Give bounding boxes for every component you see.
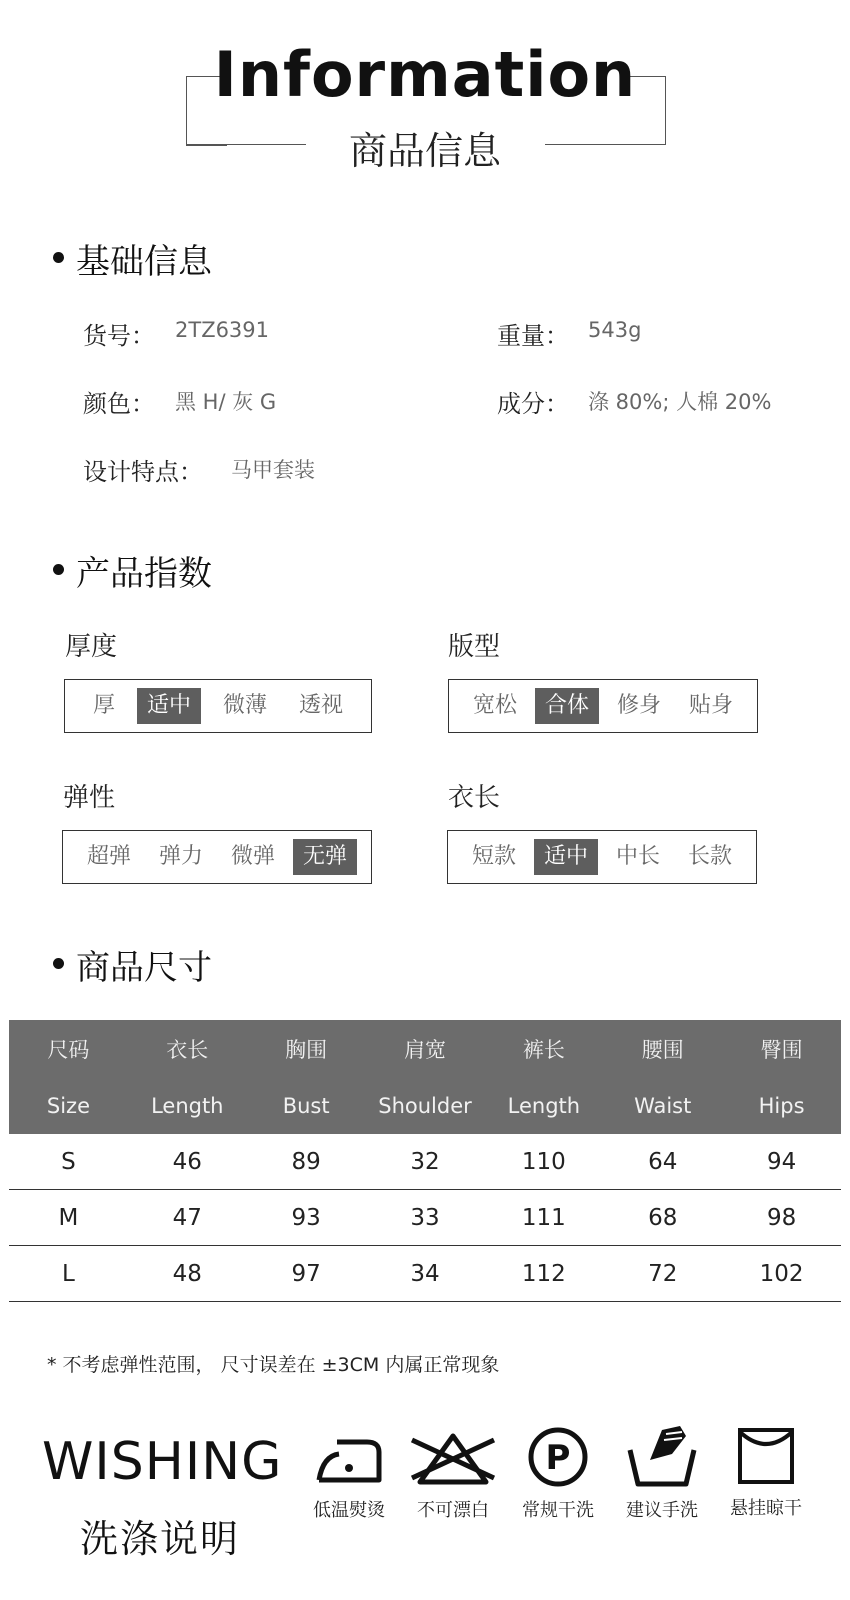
table-cell: 34 [410, 1260, 440, 1287]
column-header: 尺码 [47, 1037, 90, 1062]
index-option: 修身 [616, 693, 661, 718]
no-bleach-icon [408, 1430, 498, 1490]
design-value: 马甲套装 [231, 458, 315, 482]
care-label: 不可漂白 [417, 1500, 489, 1521]
page-title: Information [213, 38, 637, 111]
care-item-bleach [398, 1430, 508, 1522]
table-cell: 98 [766, 1204, 797, 1231]
column-header: Waist [634, 1093, 692, 1118]
table-cell: 32 [410, 1148, 440, 1175]
care-item-hangdry [711, 1426, 821, 1520]
size-note: * 不考虑弹性范围， 尺寸误差在 ±3CM 内属正常现象 [47, 1354, 500, 1376]
table-row [9, 1190, 841, 1246]
index-option: 透视 [298, 693, 343, 718]
washing-title-cn: 洗涤说明 [80, 1517, 241, 1561]
column-header: 裤长 [522, 1037, 565, 1062]
care-item-iron [294, 1430, 404, 1522]
item-no-value: 2TZ6391 [175, 318, 270, 342]
table-cell: 94 [766, 1148, 797, 1175]
composition-value: 涤 80%; 人棉 20% [588, 390, 772, 414]
table-header-row-en [9, 1077, 841, 1134]
column-header: Bust [282, 1093, 330, 1118]
dry-clean-p-icon [523, 1424, 593, 1490]
table-header-row-cn [9, 1020, 841, 1077]
care-item-dryclean [503, 1424, 613, 1522]
table-cell: 111 [521, 1204, 566, 1231]
index-thickness-box [64, 679, 372, 733]
column-header: 衣长 [166, 1037, 209, 1062]
column-header: Length [507, 1093, 581, 1118]
column-header: Length [151, 1093, 224, 1118]
index-fit-box [448, 679, 758, 733]
index-title-length: 衣长 [448, 783, 501, 813]
column-header: 腰围 [641, 1037, 684, 1062]
care-item-handwash [607, 1420, 717, 1522]
washing-title-en: WISHING [42, 1432, 283, 1492]
column-header: Size [46, 1093, 90, 1118]
weight-value: 543g [588, 318, 642, 342]
svg-text:P: P [545, 1438, 571, 1478]
index-title-thickness: 厚度 [65, 632, 118, 662]
index-elasticity-box [62, 830, 372, 884]
column-header: 肩宽 [404, 1037, 446, 1062]
table-header [9, 1020, 841, 1134]
table-cell: L [62, 1260, 75, 1287]
care-label: 低温熨烫 [313, 1500, 385, 1521]
column-header: Hips [758, 1093, 805, 1118]
index-option: 厚 [92, 693, 115, 718]
hang-dry-shade-icon [736, 1426, 796, 1488]
index-title-fit: 版型 [448, 632, 501, 662]
section-heading-basic-info: 基础信息 [76, 242, 212, 282]
index-title-elasticity: 弹性 [63, 783, 116, 813]
table-row [9, 1134, 841, 1190]
table-cell: 102 [759, 1260, 804, 1287]
table-cell: 46 [172, 1148, 202, 1175]
composition-label: 成分： [497, 390, 569, 418]
color-label: 颜色： [83, 390, 155, 418]
index-option: 短款 [471, 844, 516, 869]
index-option-selected: 适中 [534, 839, 598, 875]
index-option-selected: 无弹 [293, 839, 357, 875]
table-cell: M [58, 1204, 79, 1231]
section-heading-product-index: 产品指数 [76, 554, 212, 594]
index-option-selected: 合体 [535, 688, 599, 724]
table-cell: 33 [410, 1204, 440, 1231]
table-cell: 112 [521, 1260, 566, 1287]
design-label: 设计特点： [83, 458, 203, 486]
index-option-selected: 适中 [137, 688, 201, 724]
table-cell: 72 [648, 1260, 678, 1287]
size-table [9, 1020, 841, 1302]
care-label: 悬挂晾干 [730, 1498, 802, 1519]
care-label: 建议手洗 [626, 1500, 698, 1521]
index-option: 中长 [615, 844, 660, 869]
weight-label: 重量： [497, 322, 569, 350]
table-cell: 110 [521, 1148, 566, 1175]
table-row [9, 1246, 841, 1302]
table-cell: 68 [648, 1204, 678, 1231]
table-cell: S [61, 1148, 76, 1175]
bullet-icon [53, 958, 64, 969]
item-no-label: 货号： [83, 322, 155, 350]
table-cell: 93 [291, 1204, 321, 1231]
index-option: 微弹 [230, 844, 275, 869]
iron-low-temp-icon [309, 1430, 389, 1490]
column-header: 臀围 [760, 1037, 803, 1062]
section-heading-size: 商品尺寸 [76, 948, 212, 988]
bullet-icon [53, 252, 64, 263]
table-cell: 64 [648, 1148, 678, 1175]
index-option: 超弹 [86, 844, 131, 869]
table-cell: 89 [291, 1148, 321, 1175]
bullet-icon [53, 564, 64, 575]
index-length-box [447, 830, 757, 884]
index-option: 弹力 [158, 844, 203, 869]
page-subtitle: 商品信息 [348, 129, 501, 173]
care-label: 常规干洗 [522, 1500, 594, 1521]
color-value: 黑 H/ 灰 G [175, 390, 277, 414]
table-cell: 47 [172, 1204, 202, 1231]
table-cell: 48 [172, 1260, 202, 1287]
column-header: Shoulder [378, 1093, 472, 1118]
column-header: 胸围 [285, 1037, 328, 1062]
index-option: 宽松 [472, 693, 517, 718]
table-cell: 97 [291, 1260, 321, 1287]
index-option: 长款 [687, 844, 732, 869]
index-option: 贴身 [688, 693, 733, 718]
index-option: 微薄 [222, 693, 267, 718]
hand-wash-icon [622, 1420, 702, 1490]
